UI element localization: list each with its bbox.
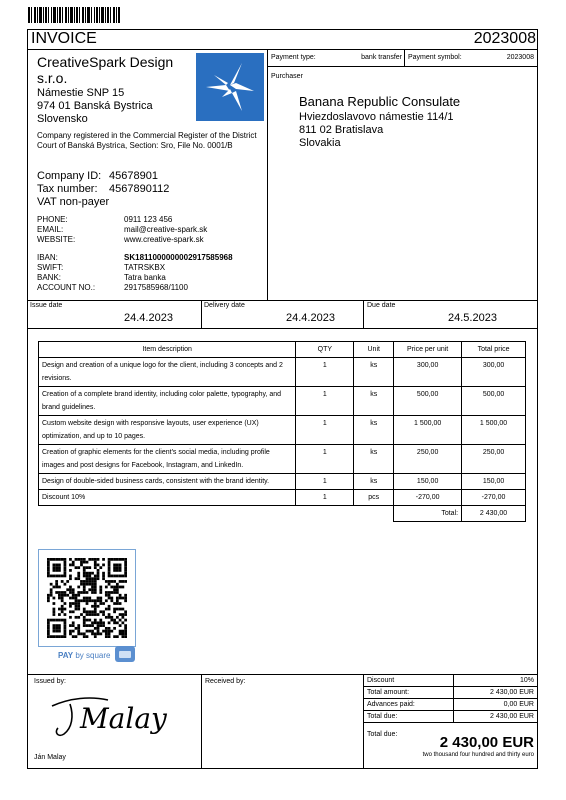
table-row bbox=[39, 358, 526, 387]
payment-symbol-label: Payment symbol: bbox=[408, 54, 462, 61]
seller-registration: Company registered in the Commercial Register of the District Court of Banská Bystrica, Section: Sro, File No. 0001/B bbox=[37, 131, 257, 150]
delivery-date: 24.4.2023 bbox=[286, 312, 335, 324]
item-description: Custom website design with responsive layouts, user experience (UX) optimization, and up to 10 pages. bbox=[39, 416, 296, 445]
item-total: -270,00 bbox=[462, 490, 526, 506]
payment-type-label: Payment type: bbox=[271, 54, 316, 61]
invoice-title: INVOICE bbox=[31, 30, 97, 47]
table-row bbox=[39, 387, 526, 416]
table-row bbox=[39, 490, 526, 506]
item-description: Creation of a complete brand identity, including color palette, typography, and brand guidelines. bbox=[39, 387, 296, 416]
discount-value: 10% bbox=[454, 675, 538, 687]
item-unit: ks bbox=[354, 387, 394, 416]
item-unit: ks bbox=[354, 445, 394, 474]
advances-label: Advances paid: bbox=[364, 699, 454, 711]
total-amount-value: 2 430,00 EUR bbox=[454, 687, 538, 699]
table-row bbox=[39, 416, 526, 445]
item-price: 300,00 bbox=[394, 358, 462, 387]
item-qty: 1 bbox=[296, 474, 354, 490]
signature bbox=[50, 690, 190, 745]
card-icon bbox=[115, 646, 135, 662]
payment-symbol: 2023008 bbox=[506, 54, 534, 61]
seller-logo bbox=[196, 53, 264, 121]
item-unit: ks bbox=[354, 358, 394, 387]
discount-label: Discount bbox=[364, 675, 454, 687]
item-price: 1 500,00 bbox=[394, 416, 462, 445]
col-unit: Unit bbox=[354, 342, 394, 358]
item-qty: 1 bbox=[296, 358, 354, 387]
item-qty: 1 bbox=[296, 490, 354, 506]
final-due-amount: 2 430,00 EUR bbox=[439, 734, 534, 751]
item-total: 250,00 bbox=[462, 445, 526, 474]
item-total: 300,00 bbox=[462, 358, 526, 387]
qr-code bbox=[47, 558, 127, 638]
amount-in-words: two thousand four hundred and thirty euro bbox=[422, 752, 534, 758]
email-link[interactable]: mail@creative-spark.sk bbox=[124, 225, 208, 234]
seller-contacts: PHONE: 0911 123 456 EMAIL: mail@creative-spark.sk WEBSITE: www.creative-spark.sk bbox=[37, 215, 208, 244]
issued-by-label: Issued by: bbox=[34, 678, 66, 685]
table-row bbox=[39, 445, 526, 474]
delivery-date-label: Delivery date bbox=[204, 302, 245, 309]
total-due-value: 2 430,00 EUR bbox=[454, 711, 538, 723]
final-due-label: Total due: bbox=[367, 731, 398, 738]
seller-ids: Company ID: 45678901 Tax number: 4567890112 VAT non-payer bbox=[37, 170, 170, 208]
signer-name: Ján Malay bbox=[34, 754, 66, 761]
received-by-label: Received by: bbox=[205, 678, 246, 685]
items-total-value: 2 430,00 bbox=[462, 506, 526, 522]
items-header-row bbox=[39, 342, 526, 358]
col-price: Price per unit bbox=[394, 342, 462, 358]
total-due-label: Total due: bbox=[364, 711, 454, 723]
pay-by-square: PAY by square bbox=[58, 651, 111, 660]
purchaser-name: Banana Republic Consulate bbox=[299, 94, 461, 109]
item-qty: 1 bbox=[296, 416, 354, 445]
due-date-label: Due date bbox=[367, 302, 396, 309]
item-price: 150,00 bbox=[394, 474, 462, 490]
item-description: Design of double-sided business cards, consistent with the brand identity. bbox=[39, 474, 296, 490]
purchaser-label: Purchaser bbox=[271, 73, 303, 80]
item-unit: pcs bbox=[354, 490, 394, 506]
website-link[interactable]: www.creative-spark.sk bbox=[124, 235, 204, 244]
issue-date: 24.4.2023 bbox=[124, 312, 173, 324]
items-total-row bbox=[39, 506, 526, 522]
due-date: 24.5.2023 bbox=[448, 312, 497, 324]
col-qty: QTY bbox=[296, 342, 354, 358]
advances-value: 0,00 EUR bbox=[454, 699, 538, 711]
seller-name: CreativeSpark Design s.r.o. bbox=[37, 54, 174, 86]
item-total: 500,00 bbox=[462, 387, 526, 416]
col-description: Item description bbox=[39, 342, 296, 358]
barcode bbox=[28, 7, 120, 23]
total-amount-label: Total amount: bbox=[364, 687, 454, 699]
item-price: -270,00 bbox=[394, 490, 462, 506]
purchaser-address: Hviezdoslavovo námestie 114/1 811 02 Bratislava Slovakia bbox=[299, 111, 454, 149]
svg-text:Malay: Malay bbox=[80, 702, 167, 735]
item-total: 1 500,00 bbox=[462, 416, 526, 445]
item-qty: 1 bbox=[296, 445, 354, 474]
item-qty: 1 bbox=[296, 387, 354, 416]
qr-payment-box[interactable] bbox=[38, 549, 136, 647]
item-total: 150,00 bbox=[462, 474, 526, 490]
payment-type: bank transfer bbox=[361, 54, 402, 61]
items-table bbox=[38, 341, 526, 522]
item-unit: ks bbox=[354, 416, 394, 445]
invoice-number: 2023008 bbox=[473, 30, 536, 47]
totals-table bbox=[363, 674, 538, 723]
issue-date-label: Issue date bbox=[30, 302, 63, 309]
item-description: Creation of graphic elements for the client's social media, including profile images and post designs for Facebook, Instagram, and LinkedIn. bbox=[39, 445, 296, 474]
col-total: Total price bbox=[462, 342, 526, 358]
seller-address: Námestie SNP 15 974 01 Banská Bystrica Slovensko bbox=[37, 87, 153, 125]
items-total-label: Total: bbox=[394, 506, 462, 522]
item-price: 250,00 bbox=[394, 445, 462, 474]
item-description: Discount 10% bbox=[39, 490, 296, 506]
seller-bank: IBAN: SK1811000000002917585968 SWIFT: TATRSKBX BANK: Tatra banka ACCOUNT NO.: 2917585968/1100 bbox=[37, 253, 233, 292]
item-price: 500,00 bbox=[394, 387, 462, 416]
spark-logo-icon bbox=[196, 53, 264, 121]
item-description: Design and creation of a unique logo for the client, including 3 concepts and 2 revisions. bbox=[39, 358, 296, 387]
table-row bbox=[39, 474, 526, 490]
item-unit: ks bbox=[354, 474, 394, 490]
